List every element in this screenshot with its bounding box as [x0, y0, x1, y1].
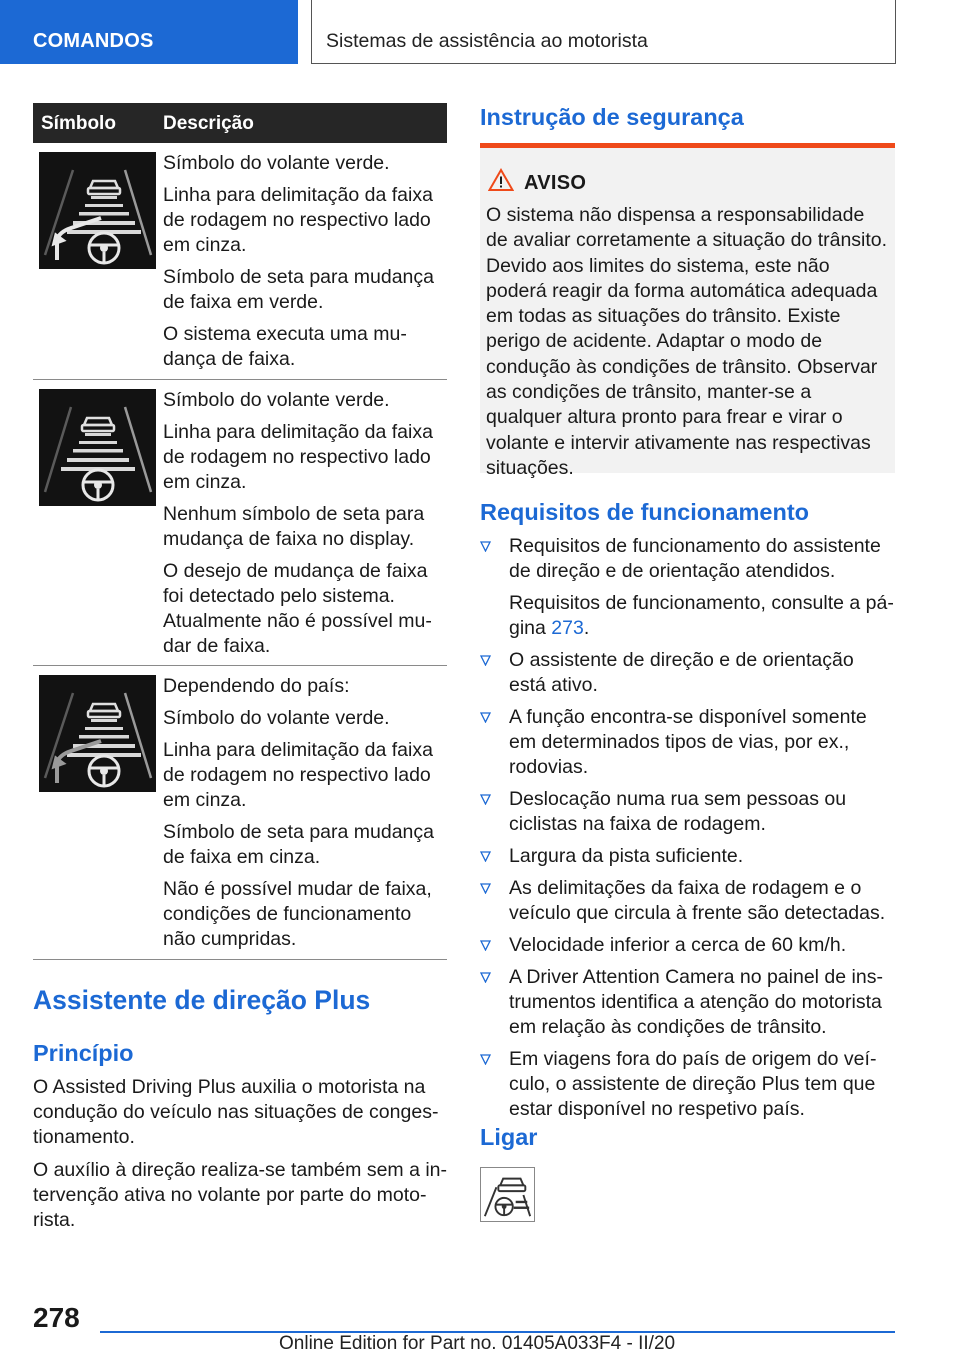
description-line: Linha para delimitação da faixa de rodagem no respectivo lado em cinza. — [163, 739, 433, 811]
description-line: Não é possível mudar de faixa, condições de funcionamento não cumpridas. — [163, 878, 432, 950]
col-symbol: Símbolo — [41, 113, 116, 134]
list-item-text: As delimitações da faixa de rodagem e o veículo que circula à frente são detectadas. — [509, 877, 886, 924]
triangle-bullet-icon — [480, 655, 491, 666]
page-number: 278 — [33, 1302, 80, 1333]
triangle-bullet-icon — [480, 940, 491, 951]
list-item-text: Largura da pista suficiente. — [509, 845, 744, 867]
list-item — [480, 876, 895, 926]
list-item — [480, 705, 895, 780]
list-item — [480, 648, 895, 698]
table-row — [33, 143, 447, 380]
warning-text: O sistema não dispensa a responsabilidade de avaliar corretamente a situação do trânsito. Devido aos limites do sistema, este não poderá reagir da forma automática adequada em todas as situações do trânsito. Existe perigo de acidente. Adaptar o modo de condução às condições de trânsito. Observar as condições de trânsito, manter-se a qualquer altura pronto para frear e virar o volante e intervir ativamente nas respectivas situações. — [486, 204, 888, 479]
reference-text: Requisitos de funcionamento, consulte a página — [509, 592, 894, 639]
lane-change-left-active-icon — [39, 152, 156, 269]
description-line: O desejo de mudança de faixa foi detectado pelo sistema. Atualmente não é possível mudar de faixa. — [163, 560, 432, 657]
list-item — [480, 844, 895, 869]
description-line: Dependendo do país: — [163, 675, 350, 697]
list-item-text: Velocidade inferior a cerca de 60 km/h. — [509, 934, 847, 956]
list-item-text: A Driver Attention Camera no painel de instrumentos identifica a atenção do motorista em relação às condições de trânsito. — [509, 966, 883, 1038]
symbol-table-header — [33, 103, 447, 143]
triangle-bullet-icon — [480, 851, 491, 862]
description-line: Símbolo de seta para mudança de faixa em cinza. — [163, 821, 435, 868]
principle-paragraph-2: O auxílio à direção realiza-se também sem a intervenção ativa no volante por parte do motorista. — [33, 1159, 448, 1231]
description-line: Símbolo do volante verde. — [163, 152, 390, 174]
list-item — [480, 1047, 895, 1122]
triangle-bullet-icon — [480, 712, 491, 723]
description-line: Linha para delimitação da faixa de rodagem no respectivo lado em cinza. — [163, 184, 433, 256]
triangle-bullet-icon — [480, 1054, 491, 1065]
lane-change-unavailable-icon — [39, 675, 156, 792]
table-row — [33, 666, 447, 960]
principle-paragraph-1: O Assisted Driving Plus auxilia o motorista na condução do veículo nas situações de congestionamento. — [33, 1076, 439, 1148]
list-item — [480, 787, 895, 837]
description-line: Linha para delimitação da faixa de rodagem no respectivo lado em cinza. — [163, 421, 433, 493]
list-item — [480, 534, 895, 641]
list-item-text: Em viagens fora do país de origem do veículo, o assistente de direção Plus tem que estar disponível no respetivo país. — [509, 1048, 877, 1120]
chapter-title: Sistemas de assistência ao motorista — [326, 30, 648, 52]
description-line: O sistema executa uma mudança de faixa. — [163, 323, 407, 370]
list-item — [480, 933, 895, 958]
description-line: Símbolo do volante verde. — [163, 707, 390, 729]
edition-note: Online Edition for Part no. 01405A033F4 - II/20 — [279, 1333, 676, 1354]
list-item — [480, 965, 895, 1040]
list-item-text: Requisitos de funcionamento do assistente de direção e de orientação atendidos. — [509, 535, 881, 582]
triangle-bullet-icon — [480, 541, 491, 552]
section-tab — [0, 0, 298, 64]
triangle-bullet-icon — [480, 794, 491, 805]
triangle-bullet-icon — [480, 972, 491, 983]
switch-on-heading: Ligar — [480, 1124, 538, 1150]
requirements-list — [480, 534, 895, 1129]
section-heading: Assistente de direção Plus — [33, 985, 371, 1015]
section-title: COMANDOS — [33, 30, 154, 52]
description-line: Símbolo de seta para mudança de faixa em verde. — [163, 266, 435, 313]
reference-end: . — [583, 617, 590, 639]
warning-title: AVISO — [524, 172, 587, 194]
safety-heading: Instrução de segurança — [480, 104, 744, 130]
principle-heading: Princípio — [33, 1040, 134, 1066]
warning-triangle-icon — [488, 168, 514, 192]
driving-assistant-button-icon — [480, 1167, 535, 1222]
lane-change-detected-icon — [39, 389, 156, 506]
triangle-bullet-icon — [480, 883, 491, 894]
list-item-text: Deslocação numa rua sem pessoas ou ciclistas na faixa de rodagem. — [509, 788, 847, 835]
page-link[interactable]: 273 — [551, 617, 584, 639]
row-description — [163, 674, 445, 959]
requirements-heading: Requisitos de funcionamento — [480, 499, 810, 525]
col-description: Descrição — [163, 113, 254, 134]
table-row — [33, 380, 447, 666]
warning-box — [480, 148, 895, 479]
description-line: Símbolo do volante verde. — [163, 389, 390, 411]
list-item-reference — [509, 591, 895, 641]
description-line: Nenhum símbolo de seta para mudança de faixa no display. — [163, 503, 425, 550]
list-item-text: O assistente de direção e de orientação está ativo. — [509, 649, 854, 696]
row-description — [163, 151, 445, 379]
chapter-tab — [311, 0, 896, 64]
list-item-text: A função encontra-se disponível somente em determinados tipos de vias, por ex., rodovias. — [509, 706, 867, 778]
row-description — [163, 388, 445, 666]
